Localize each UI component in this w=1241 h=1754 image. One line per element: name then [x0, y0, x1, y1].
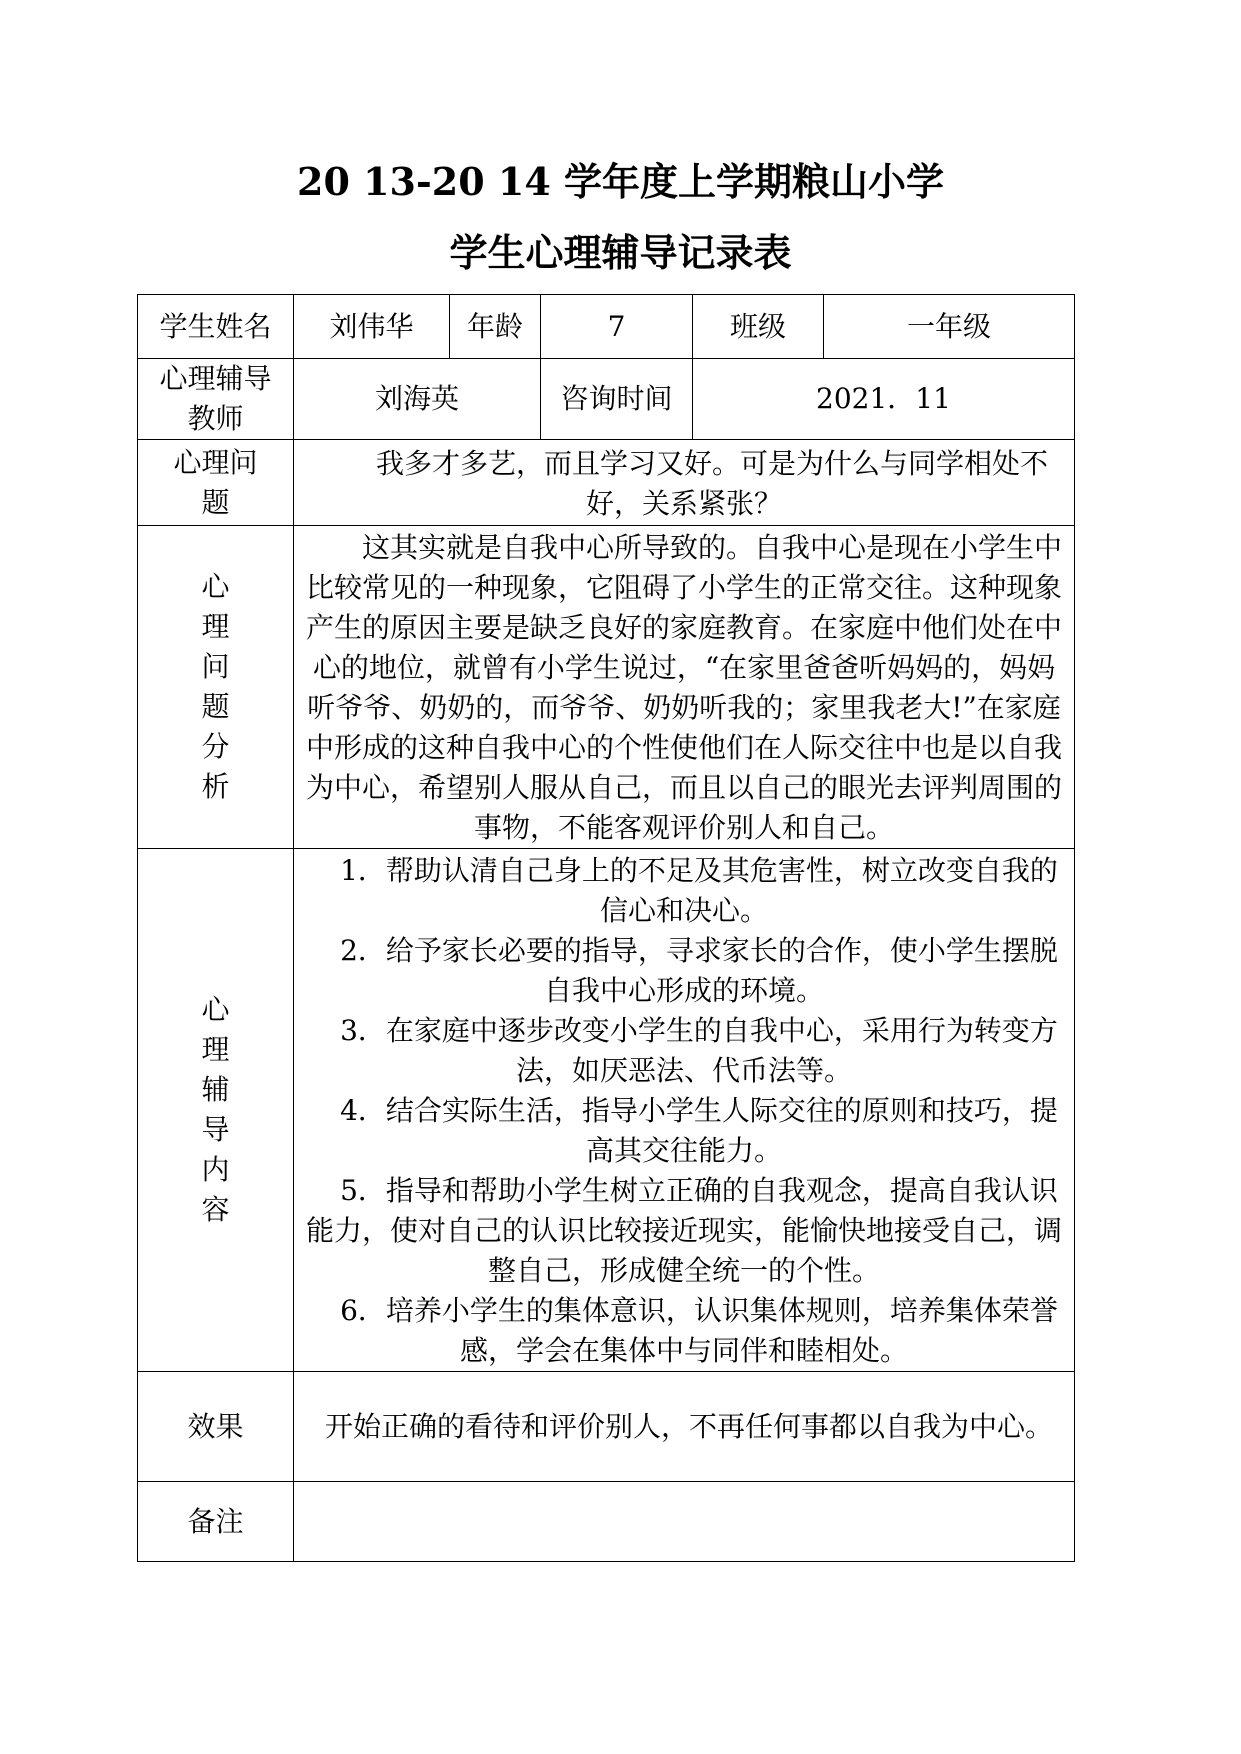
analysis-label	[138, 526, 294, 849]
guidance-label-char: 导	[201, 1113, 230, 1146]
problem-text-cell	[294, 440, 1075, 526]
table-row-problem	[138, 440, 1075, 526]
class-label: 班级	[693, 295, 824, 359]
guidance-item-3: 3．在家庭中逐步改变小学生的自我中心，采用行为转变方法，如厌恶法、代币法等。	[340, 1014, 1058, 1087]
age-label: 年龄	[450, 295, 541, 359]
guidance-label-char: 心	[201, 993, 230, 1026]
table-row-analysis	[138, 526, 1075, 849]
analysis-label-char: 理	[201, 610, 230, 643]
analysis-label-char: 析	[201, 770, 230, 803]
analysis-text: 这其实就是自我中心所导致的。自我中心是现在小学生中比较常见的一种现象，它阻碍了小学生的正常交往。这种现象产生的原因主要是缺乏良好的家庭教育。在家庭中他们处在中心的地位，就曾有小学生说过，“在家里爸爸听妈妈的，妈妈听爷爷、奶奶的，而爷爷、奶奶听我的；家里我老大!”在家庭中形成的这种自我中心的个性使他们在人际交往中也是以自我为中心，希望别人服从自己，而且以自己的眼光去评判周围的事物，不能客观评价别人和自己。	[305, 531, 1062, 844]
student-name-label: 学生姓名	[138, 295, 294, 359]
table-row-guidance	[138, 849, 1075, 1372]
problem-text: 我多才多艺，而且学习又好。可是为什么与同学相处不好，关系紧张？	[375, 447, 1048, 520]
problem-label	[138, 440, 294, 526]
document-title: 20 13-20 14 学年度上学期粮山小学	[297, 159, 944, 204]
guidance-item-6: 6．培养小学生的集体意识，认识集体规则，培养集体荣誉感，学会在集体中与同伴和睦相处。	[340, 1294, 1058, 1367]
guidance-label	[138, 849, 294, 1372]
guidance-item-4: 4．结合实际生活，指导小学生人际交往的原则和技巧，提高其交往能力。	[340, 1094, 1058, 1167]
counseling-record-table	[137, 294, 1075, 1562]
analysis-label-char: 心	[201, 570, 230, 603]
guidance-label-char: 容	[201, 1193, 230, 1226]
document-subtitle: 学生心理辅导记录表	[449, 230, 792, 275]
guidance-label-char: 理	[201, 1033, 230, 1066]
teacher-label-line2: 教师	[187, 402, 244, 435]
analysis-label-char: 题	[201, 690, 230, 723]
guidance-item-2: 2．给予家长必要的指导，寻求家长的合作，使小学生摆脱自我中心形成的环境。	[340, 934, 1058, 1007]
analysis-label-char: 分	[201, 730, 230, 763]
table-row-effect	[138, 1372, 1075, 1482]
effect-text: 开始正确的看待和评价别人，不再任何事都以自我为中心。	[294, 1372, 1075, 1482]
analysis-label-char: 问	[201, 650, 230, 683]
guidance-label-char: 辅	[201, 1073, 230, 1106]
problem-label-line1: 心理问	[173, 445, 258, 479]
table-row-remarks	[138, 1482, 1075, 1562]
student-name-value: 刘伟华	[294, 295, 450, 359]
class-value: 一年级	[824, 295, 1075, 359]
teacher-value: 刘海英	[294, 359, 541, 440]
problem-label-line2: 题	[201, 485, 230, 519]
effect-label: 效果	[138, 1372, 294, 1482]
consult-time-label: 咨询时间	[541, 359, 693, 440]
table-row-student-info	[138, 295, 1075, 359]
teacher-label-line1: 心理辅导	[159, 362, 272, 395]
guidance-label-char: 内	[201, 1153, 230, 1186]
table-row-teacher-info	[138, 359, 1075, 440]
remarks-value	[294, 1482, 1075, 1562]
analysis-text-cell	[294, 526, 1075, 849]
age-value: 7	[541, 295, 693, 359]
guidance-text-cell	[294, 849, 1075, 1372]
guidance-item-5: 5．指导和帮助小学生树立正确的自我观念，提高自我认识能力，使对自己的认识比较接近现实，能愉快地接受自己，调整自己，形成健全统一的个性。	[305, 1174, 1062, 1287]
teacher-label	[138, 359, 294, 440]
consult-time-value: 2021．11	[693, 359, 1075, 440]
remarks-label: 备注	[138, 1482, 294, 1562]
guidance-item-1: 1．帮助认清自己身上的不足及其危害性，树立改变自我的信心和决心。	[340, 854, 1058, 927]
